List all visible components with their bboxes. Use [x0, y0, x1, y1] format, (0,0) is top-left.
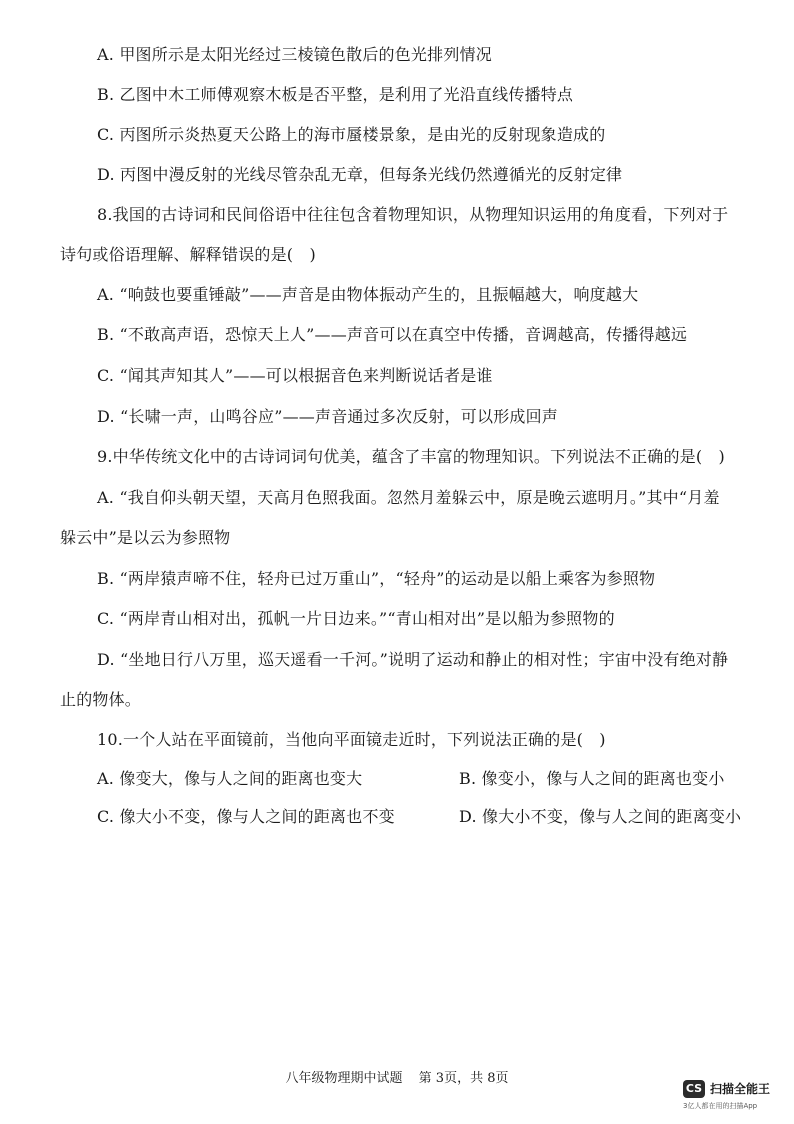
q9-option-a-line2: 躲云中”是以云为参照物	[60, 528, 231, 547]
q10-stem: 10.一个人站在平面镜前，当他向平面镜走近时，下列说法正确的是( )	[97, 730, 606, 749]
q7-option-a: A. 甲图所示是太阳光经过三棱镜色散后的色光排列情况	[97, 45, 492, 64]
q10-option-c: C. 像大小不变，像与人之间的距离也不变	[97, 807, 395, 826]
page-footer	[0, 1070, 794, 1088]
q9-option-b: B. “两岸猿声啼不住，轻舟已过万重山”，“轻舟”的运动是以船上乘客为参照物	[97, 569, 656, 588]
q8-stem-line2: 诗句或俗语理解、解释错误的是( )	[60, 245, 316, 264]
q7-option-b: B. 乙图中木工师傅观察木板是否平整，是利用了光沿直线传播特点	[97, 85, 574, 104]
q7-option-d: D. 丙图中漫反射的光线尽管杂乱无章，但每条光线仍然遵循光的反射定律	[97, 165, 623, 184]
footer-exam-title: 八年级物理期中试题	[285, 1071, 403, 1086]
q8-option-d: D. “长啸一声，山鸣谷应”——声音通过多次反射，可以形成回声	[97, 407, 558, 426]
q8-stem-line1: 8.我国的古诗词和民间俗语中往往包含着物理知识，从物理知识运用的角度看，下列对于	[97, 205, 729, 224]
q10-option-b: B. 像变小，像与人之间的距离也变小	[459, 769, 725, 788]
footer-page-info: 第 3页，共 8页	[418, 1071, 509, 1086]
q9-option-d-line2: 止的物体。	[60, 690, 142, 709]
scanner-watermark	[683, 1080, 789, 1120]
q10-option-a: A. 像变大，像与人之间的距离也变大	[97, 769, 363, 788]
q9-option-a-line1: A. “我自仰头朝天望，天高月色照我面。忽然月羞躲云中，原是晚云遮明月。”其中“月羞	[97, 488, 720, 507]
scanner-app-name: 扫描全能王	[710, 1082, 771, 1096]
q8-option-b: B. “不敢高声语，恐惊天上人”——声音可以在真空中传播，音调越高，传播得越远	[97, 325, 688, 344]
q9-stem: 9.中华传统文化中的古诗词词句优美，蕴含了丰富的物理知识。下列说法不正确的是( )	[97, 447, 725, 466]
q8-option-c: C. “闻其声知其人”——可以根据音色来判断说话者是谁	[97, 366, 493, 385]
q7-option-c: C. 丙图所示炎热夏天公路上的海市蜃楼景象，是由光的反射现象造成的	[97, 125, 606, 144]
q9-option-c: C. “两岸青山相对出，孤帆一片日边来。”“青山相对出”是以船为参照物的	[97, 609, 615, 628]
q10-option-d: D. 像大小不变，像与人之间的距离变小	[459, 807, 742, 826]
camscanner-logo-icon: CS	[683, 1080, 705, 1098]
q8-option-a: A. “响鼓也要重锤敲”——声音是由物体振动产生的，且振幅越大，响度越大	[97, 285, 639, 304]
q9-option-d-line1: D. “坐地日行八万里，巡天遥看一千河。”说明了运动和静止的相对性；宇宙中没有绝对静	[97, 650, 729, 669]
scanner-tagline: 3亿人都在用的扫描App	[683, 1102, 758, 1110]
